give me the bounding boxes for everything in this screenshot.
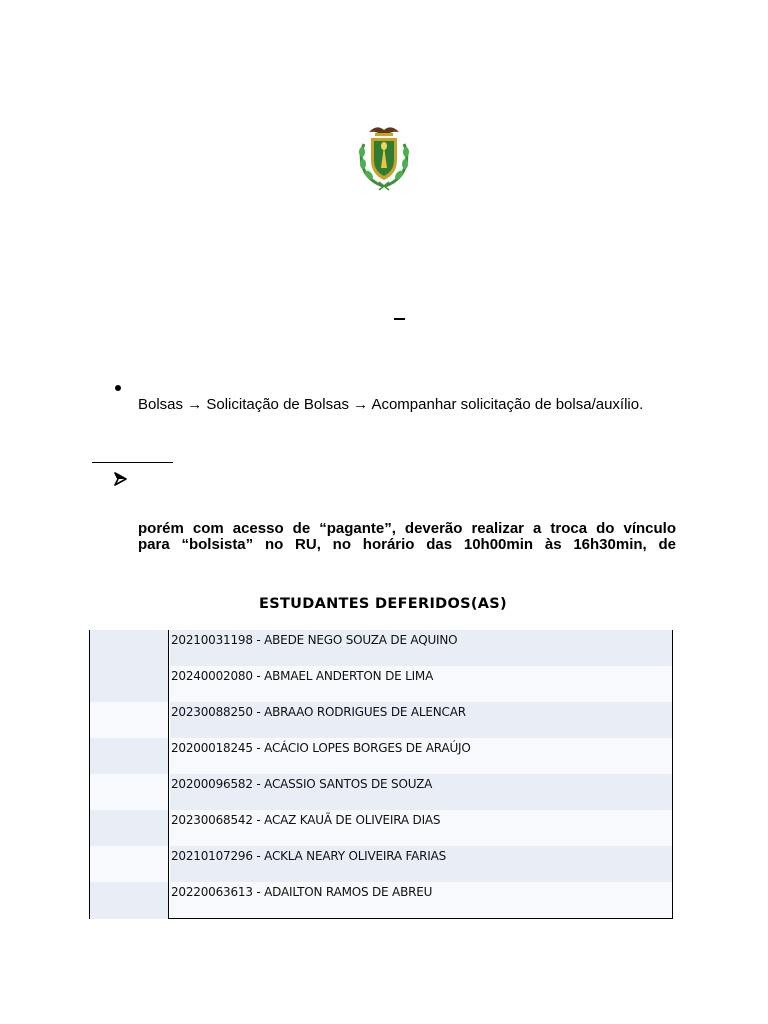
first-column-cell xyxy=(90,774,168,810)
table-row xyxy=(170,882,672,918)
student-entry: 20210031198 - ABEDE NEGO SOUZA DE AQUINO xyxy=(171,633,458,647)
table-row xyxy=(170,738,672,774)
arrow-bullet-icon xyxy=(113,472,127,486)
separator-dash xyxy=(394,318,405,320)
first-column-cell xyxy=(90,882,168,919)
table-row xyxy=(170,702,672,738)
first-column-cell xyxy=(90,810,168,846)
student-entry: 20230088250 - ABRAAO RODRIGUES DE ALENCAR xyxy=(171,705,466,719)
instruction-paragraph xyxy=(138,521,676,553)
table-row xyxy=(170,630,672,666)
student-entry: 20210107296 - ACKLA NEARY OLIVEIRA FARIAS xyxy=(171,849,447,863)
student-entry: 20220063613 - ADAILTON RAMOS DE ABREU xyxy=(171,885,433,899)
student-entry: 20200096582 - ACASSIO SANTOS DE SOUZA xyxy=(171,777,433,791)
student-entry: 20200018245 - ACÁCIO LOPES BORGES DE ARAÚJO xyxy=(171,741,471,755)
first-column-cell xyxy=(90,846,168,882)
students-table xyxy=(89,630,673,919)
student-entry: 20240002080 - ABMAEL ANDERTON DE LIMA xyxy=(171,669,434,683)
bullet-dot xyxy=(115,385,121,391)
table-row xyxy=(170,810,672,846)
paragraph-line: para “bolsista” no RU, no horário das 10h00min às 16h30min, de xyxy=(138,536,676,553)
first-column-cell xyxy=(90,630,168,702)
horizontal-rule xyxy=(92,462,173,463)
table-first-column xyxy=(90,630,169,918)
first-column-cell xyxy=(90,702,168,738)
table-title: ESTUDANTES DEFERIDOS(AS) xyxy=(259,596,507,612)
table-row xyxy=(170,846,672,882)
table-row xyxy=(170,666,672,702)
first-column-cell xyxy=(90,738,168,774)
student-entry: 20230068542 - ACAZ KAUÃ DE OLIVEIRA DIAS xyxy=(171,813,441,827)
paragraph-line: porém com acesso de “pagante”, deverão realizar a troca do vínculo xyxy=(138,520,676,537)
table-row xyxy=(170,774,672,810)
university-seal xyxy=(355,122,413,192)
navigation-path-text: Bolsas → Solicitação de Bolsas → Acompanhar solicitação de bolsa/auxílio. xyxy=(138,396,644,413)
